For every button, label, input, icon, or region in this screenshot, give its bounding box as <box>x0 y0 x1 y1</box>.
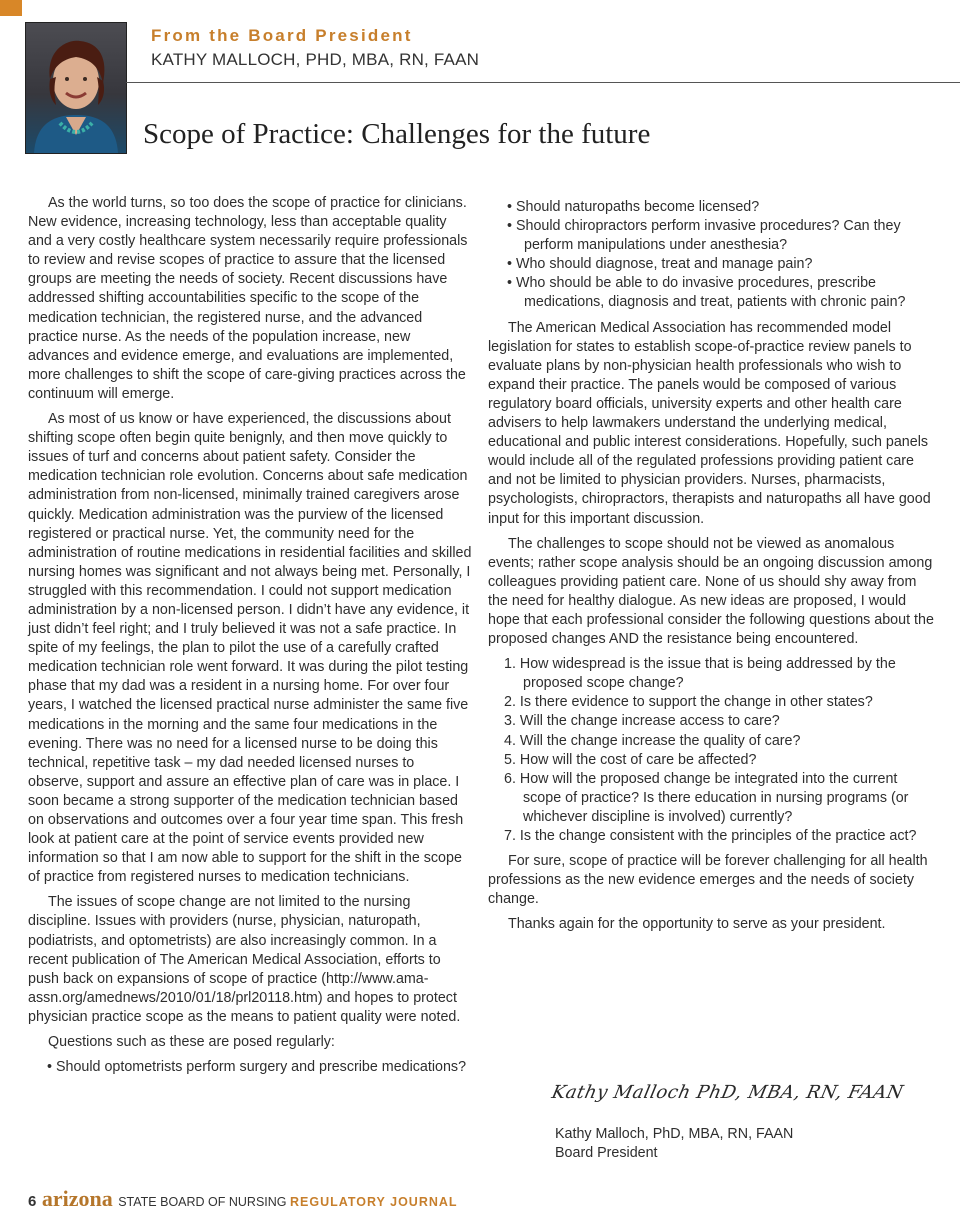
paragraph: For sure, scope of practice will be forever challenging for all health professions as the new evidence emerges and the needs of society change. <box>488 853 928 908</box>
signature-name: Kathy Malloch, PhD, MBA, RN, FAAN <box>555 1126 794 1142</box>
numbered-item: 7. Is the change consistent with the principles of the practice act? <box>504 828 917 844</box>
bullet-item: • Who should diagnose, treat and manage pain? <box>507 256 813 273</box>
board-name: STATE BOARD OF NURSING <box>118 1195 287 1209</box>
handwritten-signature: Kathy Malloch PhD, MBA, RN, FAAN <box>549 1082 906 1103</box>
right-column <box>488 198 936 940</box>
numbered-item: 3. Will the change increase access to care? <box>504 713 780 730</box>
paragraph: As most of us know or have experienced, the discussions about shifting scope often begin quite benignly, and then move quickly to issues of turf and concerns about patient safety. Consider the medication technician role evolution. Concerns about safe medication administration from non-licensed, minimally trained caregivers arose quickly. Medication administration was the purview of the licensed registered or practical nurse. Yet, the community need for the administration of routine medications in residential facilities and skilled nursing homes was significant and not always being met. Personally, I struggled with this recommendation. I could not support medication administration by a non-licensed person. I didn’t have any evidence, it just didn’t feel right; and I truly believed it was not a safe practice. In spite of my feelings, the plan to pilot the use of a carefully crafted medication technician role went forward. It was during the pilot testing phase that my dad was a resident in a nursing home. For over four years, I watched the licensed practical nurse administer the same five medications in the morning and the same four medications in the evening. There was no need for a licensed nurse to be doing this technical, repetitive task – my dad needed licensed nurses to observe, support and assure an effective plan of care was in place. I soon became a strong supporter of the medication technician based on observations and outcomes over a four year time span. This fresh look at patient care at the point of service events provided new information so that I am now able to support for the shift in the scope of practice from registered nurses to medication technicians. <box>28 411 472 886</box>
paragraph: Questions such as these are posed regularly: <box>48 1034 335 1051</box>
author-byline: KATHY MALLOCH, PHD, MBA, RN, FAAN <box>151 50 480 69</box>
paragraph: As the world turns, so too does the scope of practice for clinicians. New evidence, increasing technology, less than acceptable quality and a very costly healthcare system necessarily require professionals to review and revise scopes of practice to assure that the licensed groups are meeting the needs of society. Recent discussions have addressed shifting accountabilities specific to the scope of the medication technician, the registered nurse, and the advanced practice nurse. As the needs of the population increase, new advances and evidence emerge, and evaluations are implemented, more challenges to shift the scope of care-giving practices across the continuum will emerge. <box>28 195 468 402</box>
bullet-item: • Should naturopaths become licensed? <box>507 199 760 215</box>
numbered-item: 1. How widespread is the issue that is being addressed by the proposed scope change? <box>504 656 896 692</box>
numbered-item: 6. How will the proposed change be integrated into the current scope of practice? Is there education in nursing programs (or whichever discipline is involved) currently? <box>504 770 909 825</box>
bullet-item: • Should chiropractors perform invasive procedures? Can they perform manipulations under anesthesia? <box>507 218 901 254</box>
corner-accent <box>0 0 22 16</box>
paragraph: The American Medical Association has recommended model legislation for states to establish scope-of-practice review panels to evaluate plans by non-physician health professionals who wish to expand their practice. The panels would be composed of various regulatory board officials, university experts and other health care advisers to help lawmakers understand the underlying medical, educational and public interest considerations. Hopefully, such panels would include all of the regulated professions providing patient care and not be limited to physician providers. Nurses, pharmacists, psychologists, chiropractors, therapists and naturopaths all have good input for this important discussion. <box>488 319 931 527</box>
numbered-item: 4. Will the change increase the quality of care? <box>504 732 801 749</box>
signature-role: Board President <box>555 1145 658 1161</box>
numbered-item: 2. Is there evidence to support the change in other states? <box>504 694 873 711</box>
paragraph: The issues of scope change are not limited to the nursing discipline. Issues with providers (nurse, physician, naturopath, podiatrists, and optometrists) are also increasingly common. In a recent publication of The American Medical Association, efforts to push back on expansions of scope of practice (http://www.ama-assn.org/amednews/2010/01/18/prl20118.htm) and hopes to protect physician practice scope as the means to patient quality were noted. <box>28 894 461 1025</box>
author-photo <box>25 22 127 154</box>
bullet-item: • Who should be able to do invasive procedures, prescribe medications, diagnosis and treat, patients with chronic pain? <box>507 275 906 311</box>
numbered-item: 5. How will the cost of care be affected? <box>504 751 757 768</box>
bullet-item: • Should optometrists perform surgery and prescribe medications? <box>47 1059 467 1076</box>
page-number: 6 <box>28 1193 37 1210</box>
paragraph: The challenges to scope should not be viewed as anomalous events; rather scope analysis should be an ongoing discussion among colleagues providing patient care. None of us should shy away from the need for healthy dialogue. As new ideas are proposed, I would hope that each professional consider the following questions about the proposed changes AND the resistance being encountered. <box>488 535 934 648</box>
header-divider <box>126 82 960 83</box>
left-column <box>28 194 472 1083</box>
evaluation-questions <box>488 655 936 846</box>
state-wordmark: arizona <box>41 1186 113 1211</box>
page-footer <box>28 1186 458 1212</box>
article-title: Scope of Practice: Challenges for the future <box>143 118 651 150</box>
question-bullets <box>488 198 936 313</box>
paragraph: Thanks again for the opportunity to serve as your president. <box>508 916 886 933</box>
journal-name: REGULATORY JOURNAL <box>290 1195 458 1209</box>
section-kicker: From the Board President <box>151 26 413 45</box>
question-bullets <box>28 1058 472 1077</box>
